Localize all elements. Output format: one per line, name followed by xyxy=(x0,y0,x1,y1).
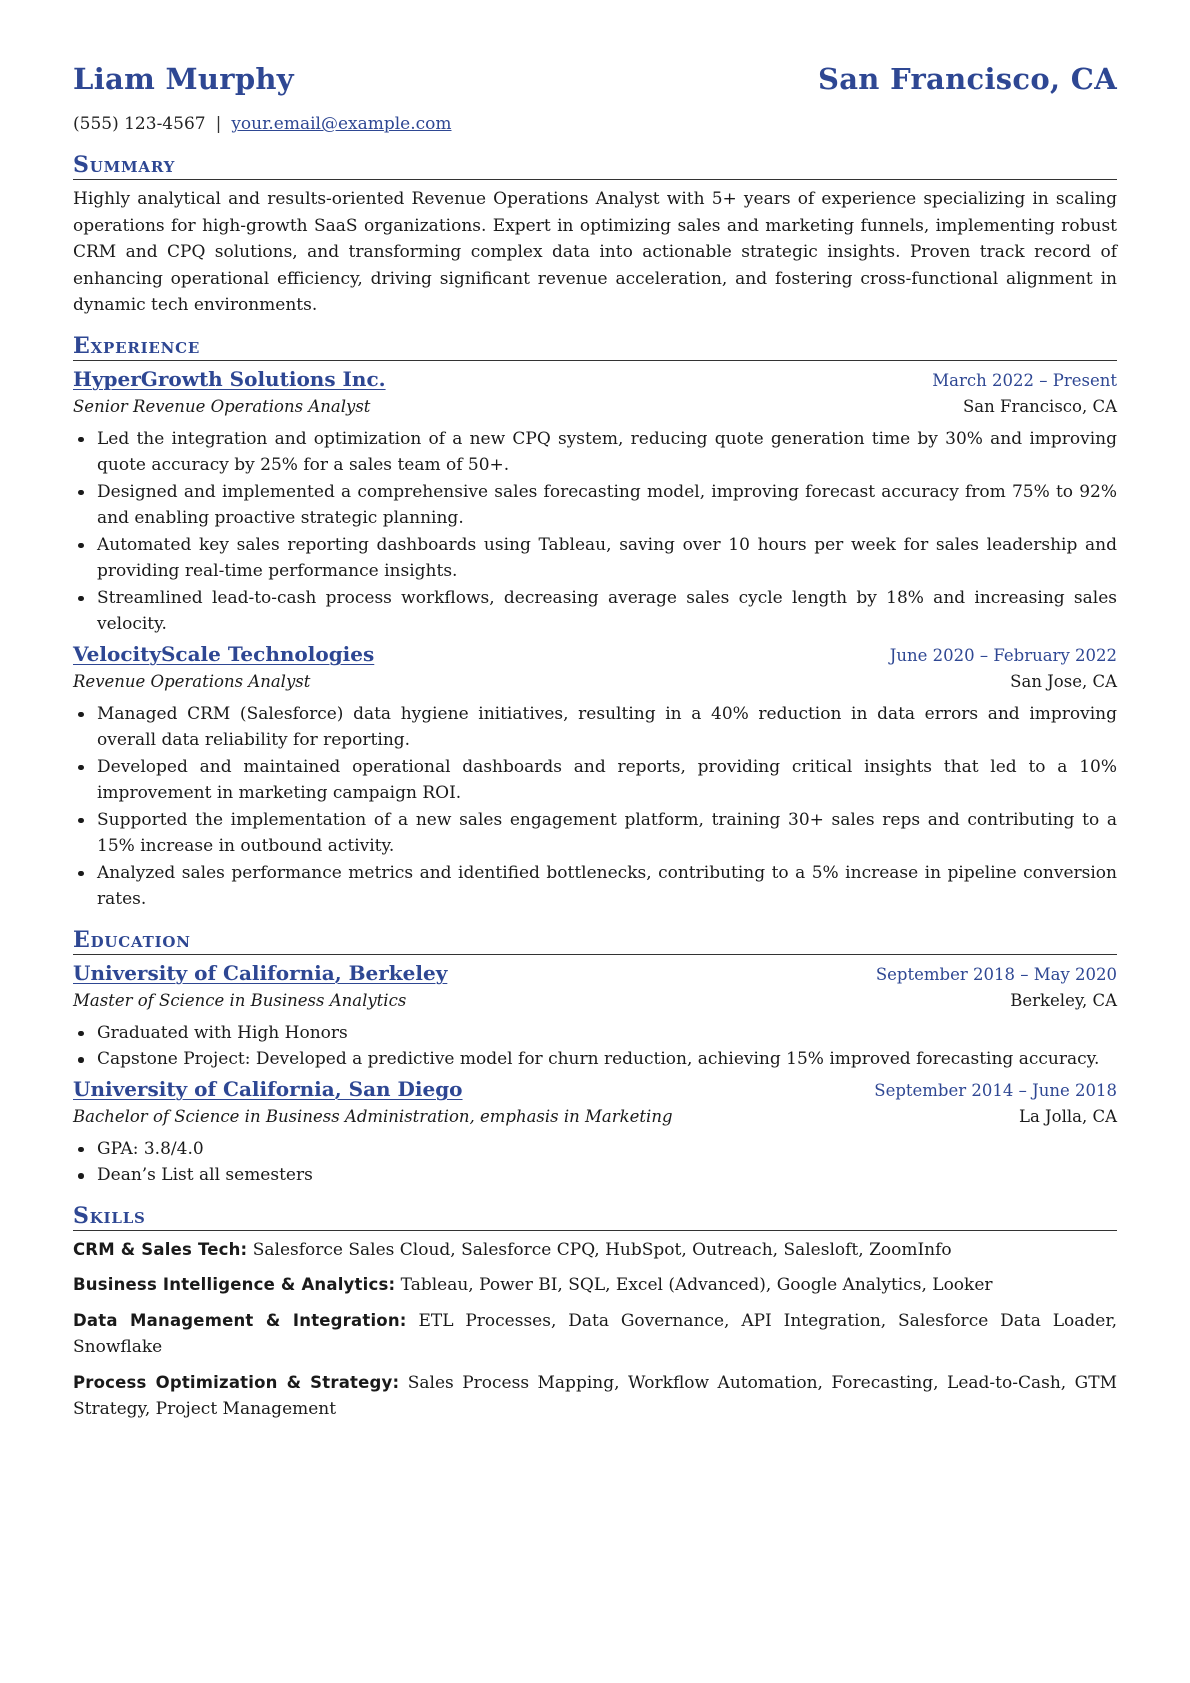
company-link[interactable]: VelocityScale Technologies xyxy=(73,641,375,666)
skill-items: Tableau, Power BI, SQL, Excel (Advanced), Google Analytics, Looker xyxy=(400,1275,993,1295)
school-link[interactable]: University of California, Berkeley xyxy=(73,960,448,985)
school-dates: September 2018 – May 2020 xyxy=(875,964,1117,984)
bullet-item: Managed CRM (Salesforce) data hygiene initiatives, resulting in a 40% reduction in data errors and improving overall data reliability for reporting. xyxy=(97,701,1117,754)
summary-section xyxy=(73,153,1117,319)
experience-heading: Experience xyxy=(73,334,1117,361)
bullet-item: Graduated with High Honors xyxy=(97,1020,1117,1047)
degree: Master of Science in Business Analytics xyxy=(73,990,407,1010)
skill-label: Business Intelligence & Analytics: xyxy=(73,1275,396,1294)
skill-items: Salesforce Sales Cloud, Salesforce CPQ, HubSpot, Outreach, Salesloft, ZoomInfo xyxy=(252,1239,952,1260)
job-dates: March 2022 – Present xyxy=(932,370,1117,390)
contact-line xyxy=(73,114,1117,138)
skills-heading: Skills xyxy=(73,1204,1117,1231)
education-heading: Education xyxy=(73,928,1117,955)
job-location: San Francisco, CA xyxy=(962,396,1117,416)
school-entry xyxy=(73,1077,1117,1189)
skill-group xyxy=(73,1308,1117,1361)
job-bullets xyxy=(73,701,1117,913)
job-entry xyxy=(73,642,1117,913)
bullet-item: Automated key sales reporting dashboards using Tableau, saving over 10 hours per week for sales leadership and providing real-time performance insights. xyxy=(97,532,1117,585)
skill-label: CRM & Sales Tech: xyxy=(73,1239,248,1259)
skills-section xyxy=(73,1204,1117,1423)
skill-label: Process Optimization & Strategy: xyxy=(73,1372,400,1392)
education-section xyxy=(73,928,1117,1189)
bullet-item: Analyzed sales performance metrics and identified bottlenecks, contributing to a 5% increase in pipeline conversion rates. xyxy=(97,860,1117,913)
job-location: San Jose, CA xyxy=(1010,671,1117,691)
school-dates: September 2014 – June 2018 xyxy=(874,1080,1117,1100)
school-location: La Jolla, CA xyxy=(1018,1106,1117,1126)
bullet-item: Streamlined lead-to-cash process workflows, decreasing average sales cycle length by 18% and increasing sales velocity. xyxy=(97,585,1117,638)
skill-items: ETL Processes, Data Governance, API Integration, Salesforce Data Loader, Snowflake xyxy=(73,1310,1117,1357)
company-link[interactable]: HyperGrowth Solutions Inc. xyxy=(73,366,386,391)
degree: Bachelor of Science in Business Administration, emphasis in Marketing xyxy=(73,1106,673,1126)
experience-section xyxy=(73,334,1117,913)
job-dates: June 2020 – February 2022 xyxy=(889,645,1117,665)
phone-number: (555) 123-4567 xyxy=(73,114,206,134)
job-entry xyxy=(73,367,1117,638)
school-link[interactable]: University of California, San Diego xyxy=(73,1076,463,1101)
skill-items: Sales Process Mapping, Workflow Automation, Forecasting, Lead-to-Cash, GTM Strategy, Project Management xyxy=(73,1372,1117,1419)
candidate-name: Liam Murphy xyxy=(73,62,294,96)
school-location: Berkeley, CA xyxy=(1010,990,1117,1010)
email-link[interactable]: your.email@example.com xyxy=(231,114,452,134)
bullet-item: Designed and implemented a comprehensive sales forecasting model, improving forecast accuracy from 75% to 92% and enabling proactive strategic planning. xyxy=(97,479,1117,532)
bullet-item: Capstone Project: Developed a predictive model for churn reduction, achieving 15% improved forecasting accuracy. xyxy=(97,1046,1117,1073)
summary-text: Highly analytical and results-oriented Revenue Operations Analyst with 5+ years of experience specializing in scaling operations for high-growth SaaS organizations. Expert in optimizing sales and marketing funnels, implementing robust CRM and CPQ solutions, and transforming complex data into actionable strategic insights. Proven track record of enhancing operational efficiency, driving significant revenue acceleration, and fostering cross-functional alignment in dynamic tech environments. xyxy=(73,189,1117,315)
resume-header xyxy=(73,62,1117,106)
skill-group xyxy=(73,1237,1117,1264)
school-bullets xyxy=(73,1020,1117,1073)
job-bullets xyxy=(73,426,1117,638)
bullet-item: Dean’s List all semesters xyxy=(97,1162,1117,1189)
summary-heading: Summary xyxy=(73,153,1117,180)
school-bullets xyxy=(73,1136,1117,1189)
bullet-item: Supported the implementation of a new sales engagement platform, training 30+ sales reps and contributing to a 15% increase in outbound activity. xyxy=(97,807,1117,860)
skill-group xyxy=(73,1272,1117,1299)
contact-separator: | xyxy=(215,114,222,134)
job-title: Senior Revenue Operations Analyst xyxy=(73,396,371,416)
candidate-location: San Francisco, CA xyxy=(817,62,1117,96)
bullet-item: GPA: 3.8/4.0 xyxy=(97,1136,1117,1163)
skill-label: Data Management & Integration: xyxy=(73,1310,407,1330)
skill-group xyxy=(73,1370,1117,1423)
school-entry xyxy=(73,961,1117,1073)
job-title: Revenue Operations Analyst xyxy=(73,671,311,691)
bullet-item: Led the integration and optimization of a new CPQ system, reducing quote generation time by 30% and improving quote accuracy by 25% for a sales team of 50+. xyxy=(97,426,1117,479)
bullet-item: Developed and maintained operational dashboards and reports, providing critical insights that led to a 10% improvement in marketing campaign ROI. xyxy=(97,754,1117,807)
